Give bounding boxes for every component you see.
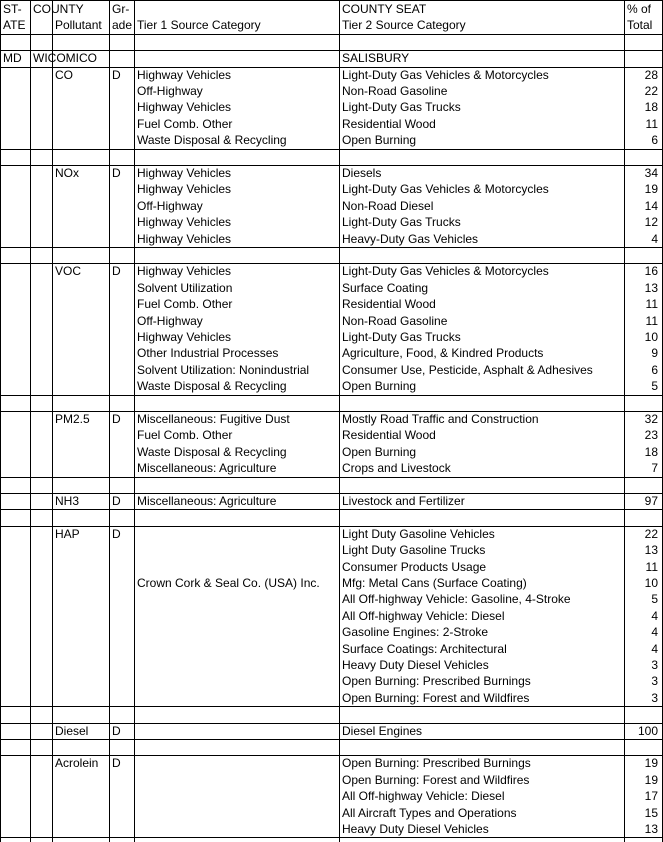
table-row-tier1: Fuel Comb. Other (137, 297, 233, 312)
table-row-pct: 97 (644, 494, 658, 508)
table-row-pollutant: HAP (55, 526, 80, 541)
table-row-pct: 3 (651, 658, 658, 672)
table-row-grade: D (112, 756, 121, 771)
table-row-tier2: Light-Duty Gas Vehicles & Motorcycles (342, 67, 549, 82)
table-row-tier1 (135, 526, 339, 542)
table-row-pct: 23 (644, 428, 658, 443)
table-row-pct: 19 (644, 772, 658, 787)
table-row-grade: D (112, 166, 121, 180)
header-row-1-county: COUNTY (33, 2, 84, 16)
table-row-pct: 14 (644, 198, 658, 213)
table-row-pct: 7 (651, 461, 658, 476)
table-row-tier2: Diesels (342, 166, 382, 180)
table-row-tier1: Waste Disposal & Recycling (137, 133, 287, 148)
table-row-tier1: Highway Vehicles (137, 67, 232, 82)
table-row-tier1 (135, 624, 339, 640)
table-row-pollutant: VOC (55, 264, 82, 279)
row-divider (0, 247, 663, 248)
row-divider (0, 526, 663, 527)
table-row-tier2: Consumer Products Usage (342, 559, 487, 574)
table-row-tier1: Solvent Utilization: Nonindustrial (137, 362, 310, 377)
row-divider (0, 755, 663, 756)
table-row-tier1: Fuel Comb. Other (137, 116, 233, 131)
row-divider (0, 165, 663, 166)
table-row-tier1: Highway Vehicles (137, 231, 232, 246)
location-row-county: WICOMICO (33, 51, 97, 66)
row-divider (0, 149, 663, 150)
row-divider (0, 395, 663, 396)
table-row-pct: 22 (644, 84, 658, 98)
table-row-pct: 100 (637, 723, 658, 738)
table-row-pollutant: Acrolein (55, 756, 99, 771)
table-row-pct: 10 (644, 576, 658, 590)
table-row-pct: 15 (644, 805, 658, 820)
table-row-tier1: Off-Highway (137, 84, 203, 98)
table-row-tier1: Highway Vehicles (137, 330, 232, 344)
table-row-tier1: Miscellaneous: Fugitive Dust (137, 412, 290, 426)
table-row-tier2: Heavy Duty Diesel Vehicles (342, 822, 489, 836)
table-row-tier1: Highway Vehicles (137, 264, 232, 279)
table-row-tier2: Gasoline Engines: 2-Stroke (342, 625, 489, 640)
table-row-tier2: Surface Coating (342, 280, 429, 295)
table-row-tier2: Non-Road Diesel (342, 198, 434, 213)
table-row-pct: 4 (651, 625, 658, 640)
table-row-pct: 28 (644, 67, 658, 82)
table-row-tier1: Highway Vehicles (137, 166, 232, 180)
table-row-tier1 (135, 542, 339, 558)
table-row-tier1 (135, 821, 339, 837)
header-row-2-state: ATE (3, 18, 26, 33)
table-row-pct: 22 (644, 526, 658, 541)
table-row-grade: D (112, 494, 121, 508)
table-row-pct: 11 (645, 313, 658, 328)
table-row-tier2: Heavy-Duty Gas Vehicles (342, 231, 479, 246)
table-row-pct: 13 (644, 280, 658, 295)
table-row-tier1 (135, 591, 339, 607)
table-row-tier2: Livestock and Fertilizer (342, 494, 465, 508)
row-divider (0, 67, 663, 68)
table-row-tier2: Crops and Livestock (342, 461, 451, 476)
table-row-tier1 (135, 641, 339, 657)
table-row-tier2: Open Burning (342, 133, 417, 148)
table-row-tier1 (135, 673, 339, 689)
column-divider (109, 0, 110, 842)
table-row-tier1 (135, 805, 339, 821)
column-divider (134, 0, 135, 842)
table-row-tier2: All Off-highway Vehicle: Gasoline, 4-Stroke (342, 592, 571, 607)
table-row-pct: 3 (651, 690, 658, 705)
table-row-pct: 5 (651, 379, 658, 394)
table-row-tier2: Light-Duty Gas Trucks (342, 100, 461, 115)
row-divider (0, 0, 663, 1)
table-row-pollutant: Diesel (55, 723, 89, 738)
table-row-tier2: Open Burning: Prescribed Burnings (342, 756, 531, 771)
header-row-2-pct: Total (627, 18, 653, 33)
table-row-tier1: Miscellaneous: Agriculture (137, 494, 277, 508)
table-row-tier1 (135, 608, 339, 624)
table-row-pct: 4 (651, 641, 658, 656)
row-divider (0, 34, 663, 35)
table-row-tier2: Open Burning: Forest and Wildfires (342, 690, 530, 705)
table-row-tier2: Diesel Engines (342, 723, 423, 738)
row-divider (0, 263, 663, 264)
table-row-tier2: Residential Wood (342, 297, 436, 312)
table-row-tier2: Light Duty Gasoline Vehicles (342, 526, 495, 541)
column-divider (0, 0, 1, 842)
table-row-pct: 13 (644, 822, 658, 836)
table-row-tier2: Light-Duty Gas Trucks (342, 330, 461, 344)
header-row-2-tier1: Tier 1 Source Category (137, 18, 261, 33)
table-row-tier2: Open Burning: Forest and Wildfires (342, 772, 530, 787)
table-row-pct: 19 (644, 182, 658, 197)
table-row-tier1 (135, 788, 339, 804)
table-row-tier1: Solvent Utilization (137, 280, 233, 295)
table-row-tier1: Off-Highway (137, 198, 203, 213)
table-row-tier2: Open Burning: Prescribed Burnings (342, 674, 531, 689)
table-row-pollutant: NOx (55, 166, 79, 180)
table-row-tier2: All Off-highway Vehicle: Diesel (342, 608, 505, 623)
table-row-pct: 11 (645, 297, 658, 312)
table-row-tier1: Highway Vehicles (137, 182, 232, 197)
table-row-tier2: All Aircraft Types and Operations (342, 805, 517, 820)
table-row-tier1 (135, 772, 339, 788)
header-row-1-grade: Gr- (112, 2, 130, 16)
table-row-pct: 18 (644, 444, 658, 459)
table-row-tier2: Residential Wood (342, 428, 436, 443)
table-row-pct: 4 (651, 608, 658, 623)
header-row-1-county-seat: COUNTY SEAT (342, 2, 427, 16)
table-row-pct: 13 (644, 543, 658, 558)
table-row-tier1: Highway Vehicles (137, 100, 232, 115)
table-row-pollutant: PM2.5 (55, 412, 90, 426)
column-divider (624, 0, 625, 842)
location-row-state: MD (3, 51, 22, 66)
table-row-pct: 6 (651, 362, 658, 377)
header-row-2-tier2: Tier 2 Source Category (342, 18, 466, 33)
header-row-1-state: ST- (3, 2, 22, 16)
table-row-tier2: Agriculture, Food, & Kindred Products (342, 346, 544, 361)
header-row-2-grade: ade (112, 18, 133, 33)
table-row-tier1: Miscellaneous: Agriculture (137, 461, 277, 476)
row-divider (0, 739, 663, 740)
table-row-tier2: Non-Road Gasoline (342, 313, 448, 328)
table-row-pct: 12 (644, 215, 658, 230)
table-row-tier1: Waste Disposal & Recycling (137, 444, 287, 459)
table-row-tier1 (135, 657, 339, 673)
table-row-tier1 (135, 559, 339, 575)
table-row-pct: 19 (644, 756, 658, 771)
table-row-tier1 (135, 755, 339, 771)
table-row-tier1: Fuel Comb. Other (137, 428, 233, 443)
table-row-tier2: Light-Duty Gas Vehicles & Motorcycles (342, 182, 549, 197)
column-divider (339, 0, 340, 842)
table-row-pct: 6 (651, 133, 658, 148)
table-row-pct: 9 (651, 346, 658, 361)
header-row-2-pollutant: Pollutant (55, 18, 102, 33)
column-divider (30, 0, 31, 842)
table-row-pct: 10 (644, 330, 658, 344)
table-row-tier2: Open Burning (342, 379, 417, 394)
row-divider (0, 837, 663, 838)
table-row-tier2: Open Burning (342, 444, 417, 459)
table-row-tier1 (135, 690, 339, 706)
column-divider (52, 0, 53, 842)
table-row-tier2: Residential Wood (342, 116, 436, 131)
table-row-pollutant: CO (55, 67, 73, 82)
header-row-1-pct: % of (627, 2, 652, 16)
row-divider (0, 477, 663, 478)
table-row-tier2: Mfg: Metal Cans (Surface Coating) (342, 576, 527, 590)
row-divider (0, 723, 663, 724)
table-row-tier2: Heavy Duty Diesel Vehicles (342, 658, 489, 672)
table-row-pollutant: NH3 (55, 494, 80, 508)
table-row-tier2: All Off-highway Vehicle: Diesel (342, 789, 505, 804)
row-divider (0, 509, 663, 510)
row-divider (0, 50, 663, 51)
table-row-grade: D (112, 264, 121, 279)
table-row-tier2: Light Duty Gasoline Trucks (342, 543, 486, 558)
table-row-pct: 11 (645, 116, 658, 131)
table-row-pct: 5 (651, 592, 658, 607)
table-row-pct: 18 (644, 100, 658, 115)
table-row-pct: 32 (644, 412, 658, 426)
table-row-tier2: Non-Road Gasoline (342, 84, 448, 98)
table-row-tier1: Off-Highway (137, 313, 203, 328)
table-row-tier2: Surface Coatings: Architectural (342, 641, 507, 656)
table-row-pct: 17 (644, 789, 658, 804)
table-row-pct: 34 (644, 166, 658, 180)
table-row-tier2: Light-Duty Gas Vehicles & Motorcycles (342, 264, 549, 279)
table-row-pct: 11 (645, 559, 658, 574)
row-divider (0, 493, 663, 494)
table-row-tier2: Mostly Road Traffic and Construction (342, 412, 539, 426)
table-row-tier1: Highway Vehicles (137, 215, 232, 230)
table-row-pct: 3 (651, 674, 658, 689)
row-divider (0, 706, 663, 707)
table-row-pct: 4 (651, 231, 658, 246)
table-row-grade: D (112, 67, 121, 82)
table-row-tier1: Crown Cork & Seal Co. (USA) Inc. (137, 576, 320, 590)
table-row-tier2: Consumer Use, Pesticide, Asphalt & Adhesives (342, 362, 593, 377)
table-row-grade: D (112, 723, 121, 738)
table-row-pct: 16 (644, 264, 658, 279)
table-row-tier1 (135, 723, 339, 739)
table-row-grade: D (112, 412, 121, 426)
table-row-tier2: Light-Duty Gas Trucks (342, 215, 461, 230)
table-row-tier1: Waste Disposal & Recycling (137, 379, 287, 394)
row-divider (0, 411, 663, 412)
table-row-grade: D (112, 526, 121, 541)
location-row-county-seat: SALISBURY (342, 51, 410, 66)
table-row-tier1: Other Industrial Processes (137, 346, 279, 361)
